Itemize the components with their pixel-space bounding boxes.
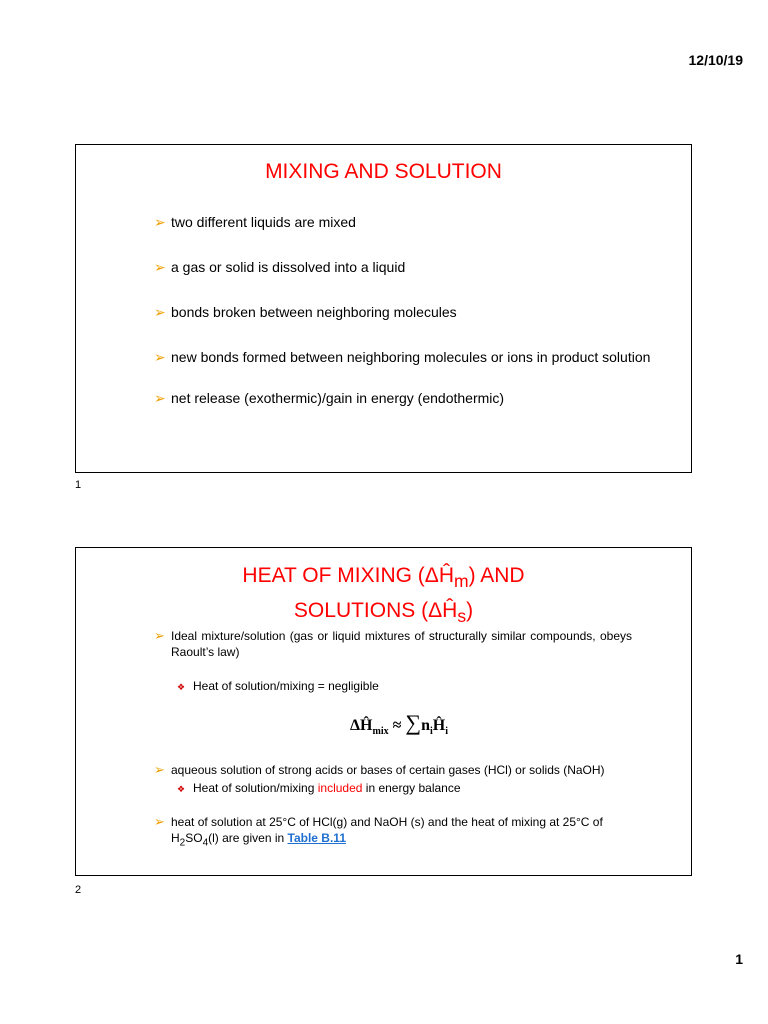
bullet-item: ➢ net release (exothermic)/gain in energy (endothermic) [154,390,505,406]
bullet-list [154,213,664,434]
slide-title [76,561,691,631]
bullet-item: ➢ a gas or solid is dissolved into a liquid [154,259,406,275]
slide-content [154,628,632,851]
page-number: 1 [735,951,743,967]
arrow-bullet-icon: ➢ [154,390,166,406]
arrow-bullet-icon: ➢ [154,259,166,275]
table-b11-link[interactable]: Table B.11 [287,831,346,845]
sub-bullet-item: ❖ Heat of solution/mixing = negligible [177,679,379,693]
slide-2 [75,547,692,876]
slide-number: 2 [75,884,82,896]
bullet-item: ➢ two different liquids are mixed [154,214,356,230]
bullet-item: ➢ Ideal mixture/solution (gas or liquid mixtures of structurally similar compounds, obeys Raoult’s law) [154,628,632,659]
slide-number: 1 [75,479,82,491]
bullet-item: ➢ heat of solution at 25°C of HCl(g) and NaOH (s) and the heat of mixing at 25°C of $H_2SO_4(l)$ are given in Table B.11 [154,814,603,849]
diamond-bullet-icon: ❖ [177,682,186,692]
bullet-item: ➢ new bonds formed between neighboring molecules or ions in product solution [154,349,651,365]
enthalpy-formula: $\Delta Ĥ_{mix}$ ≈ $\sum n_iĤ_i$ [350,710,448,738]
arrow-bullet-icon: ➢ [154,814,165,829]
slide-title-line-2: SOLUTIONS $(\Delta Ĥ_s)$ [293,599,474,627]
arrow-bullet-icon: ➢ [154,214,166,230]
arrow-bullet-icon: ➢ [154,628,165,643]
slide-title: MIXING AND SOLUTION [265,160,502,183]
diamond-bullet-icon: ❖ [177,784,186,794]
slide-1 [75,144,692,473]
highlight-text: included [317,781,363,795]
arrow-bullet-icon: ➢ [154,349,166,365]
sub-bullet-item: ❖ Heat of solution/mixing included in energy balance [177,781,461,795]
document-date: 12/10/19 [688,52,743,68]
bullet-item: ➢ bonds broken between neighboring molecules [154,304,457,320]
bullet-item: ➢ aqueous solution of strong acids or bases of certain gases (HCl) or solids (NaOH) [154,762,605,777]
arrow-bullet-icon: ➢ [154,304,166,320]
slide-title-line-1: HEAT OF MIXING $(\Delta Ĥ_m)$ AND [242,564,525,592]
arrow-bullet-icon: ➢ [154,762,165,777]
